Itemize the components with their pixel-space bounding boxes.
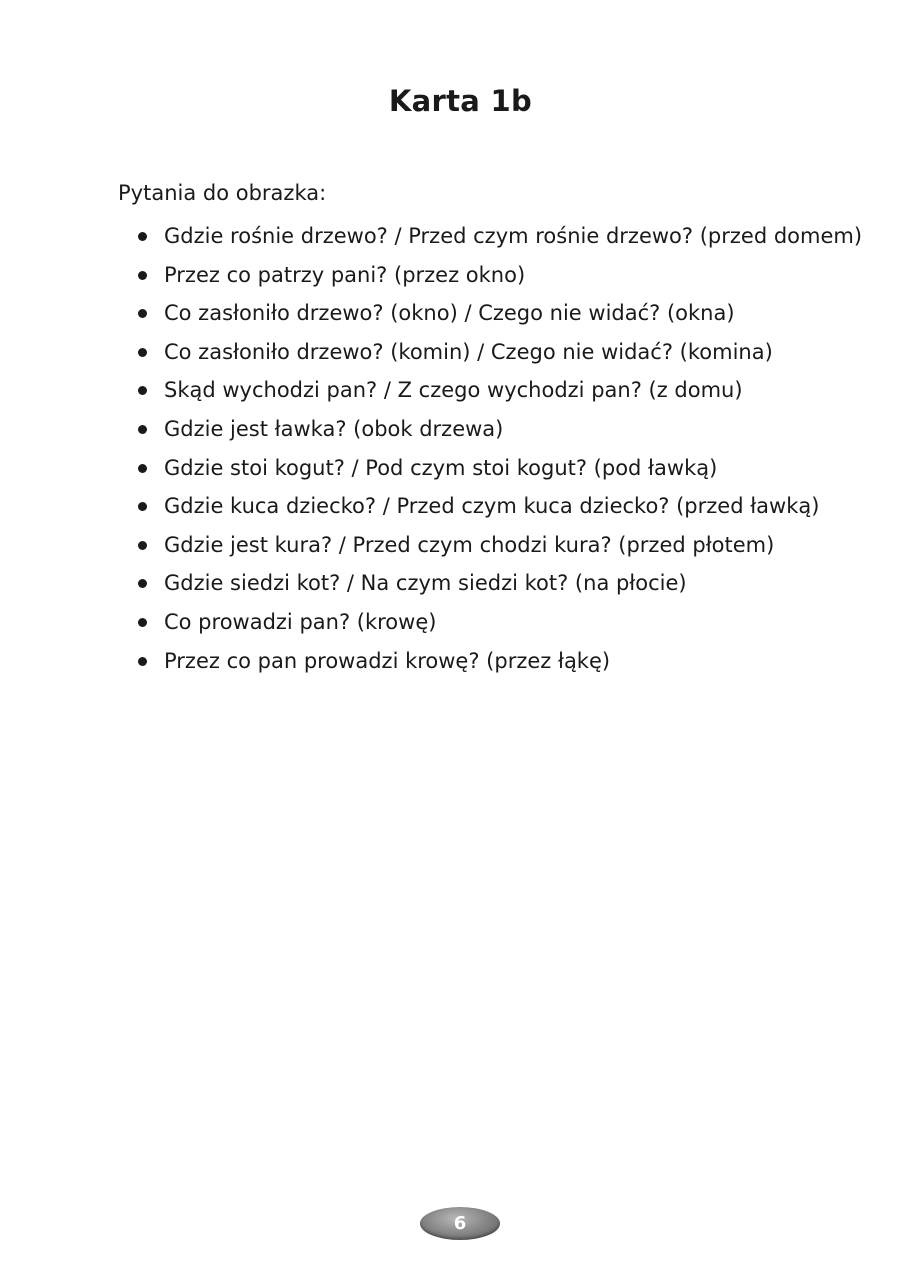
question-text: Co zasłoniło drzewo? (okno) / Czego nie widać? (okna) bbox=[164, 301, 735, 326]
bullet-icon bbox=[138, 618, 147, 627]
list-item bbox=[138, 487, 862, 526]
question-text: Gdzie jest ławka? (obok drzewa) bbox=[164, 416, 504, 441]
question-text: Przez co pan prowadzi krowę? (przez łąkę) bbox=[164, 648, 611, 673]
bullet-icon bbox=[138, 502, 147, 511]
list-item bbox=[138, 603, 862, 642]
bullet-icon bbox=[138, 425, 147, 434]
bullet-icon bbox=[138, 271, 147, 280]
page-number-badge bbox=[420, 1207, 500, 1240]
list-item bbox=[138, 526, 862, 565]
question-list bbox=[138, 217, 862, 680]
question-text: Gdzie siedzi kot? / Na czym siedzi kot? (na płocie) bbox=[164, 571, 687, 596]
intro-text: Pytania do obrazka: bbox=[118, 181, 327, 205]
list-item bbox=[138, 333, 862, 372]
list-item bbox=[138, 642, 862, 681]
question-text: Gdzie jest kura? / Przed czym chodzi kura? (przed płotem) bbox=[164, 532, 775, 557]
list-item bbox=[138, 217, 862, 256]
question-text: Co zasłoniło drzewo? (komin) / Czego nie widać? (komina) bbox=[164, 339, 773, 364]
question-text: Gdzie rośnie drzewo? / Przed czym rośnie drzewo? (przed domem) bbox=[164, 224, 863, 248]
bullet-icon bbox=[138, 232, 147, 241]
page-title: Karta 1b bbox=[388, 84, 533, 118]
bullet-icon bbox=[138, 348, 147, 357]
bullet-icon bbox=[138, 657, 147, 666]
list-item bbox=[138, 410, 862, 449]
list-item bbox=[138, 294, 862, 333]
bullet-icon bbox=[138, 579, 147, 588]
question-text: Gdzie kuca dziecko? / Przed czym kuca dziecko? (przed ławką) bbox=[164, 494, 820, 519]
question-text: Co prowadzi pan? (krowę) bbox=[164, 609, 437, 634]
list-item bbox=[138, 256, 862, 295]
list-item bbox=[138, 371, 862, 410]
list-item bbox=[138, 449, 862, 488]
list-item bbox=[138, 564, 862, 603]
bullet-icon bbox=[138, 386, 147, 395]
question-text: Przez co patrzy pani? (przez okno) bbox=[164, 262, 526, 287]
question-text: Skąd wychodzi pan? / Z czego wychodzi pan? (z domu) bbox=[164, 378, 743, 403]
bullet-icon bbox=[138, 541, 147, 550]
question-text: Gdzie stoi kogut? / Pod czym stoi kogut? (pod ławką) bbox=[164, 455, 718, 480]
bullet-icon bbox=[138, 464, 147, 473]
page-number: 6 bbox=[453, 1213, 467, 1234]
bullet-icon bbox=[138, 309, 147, 318]
